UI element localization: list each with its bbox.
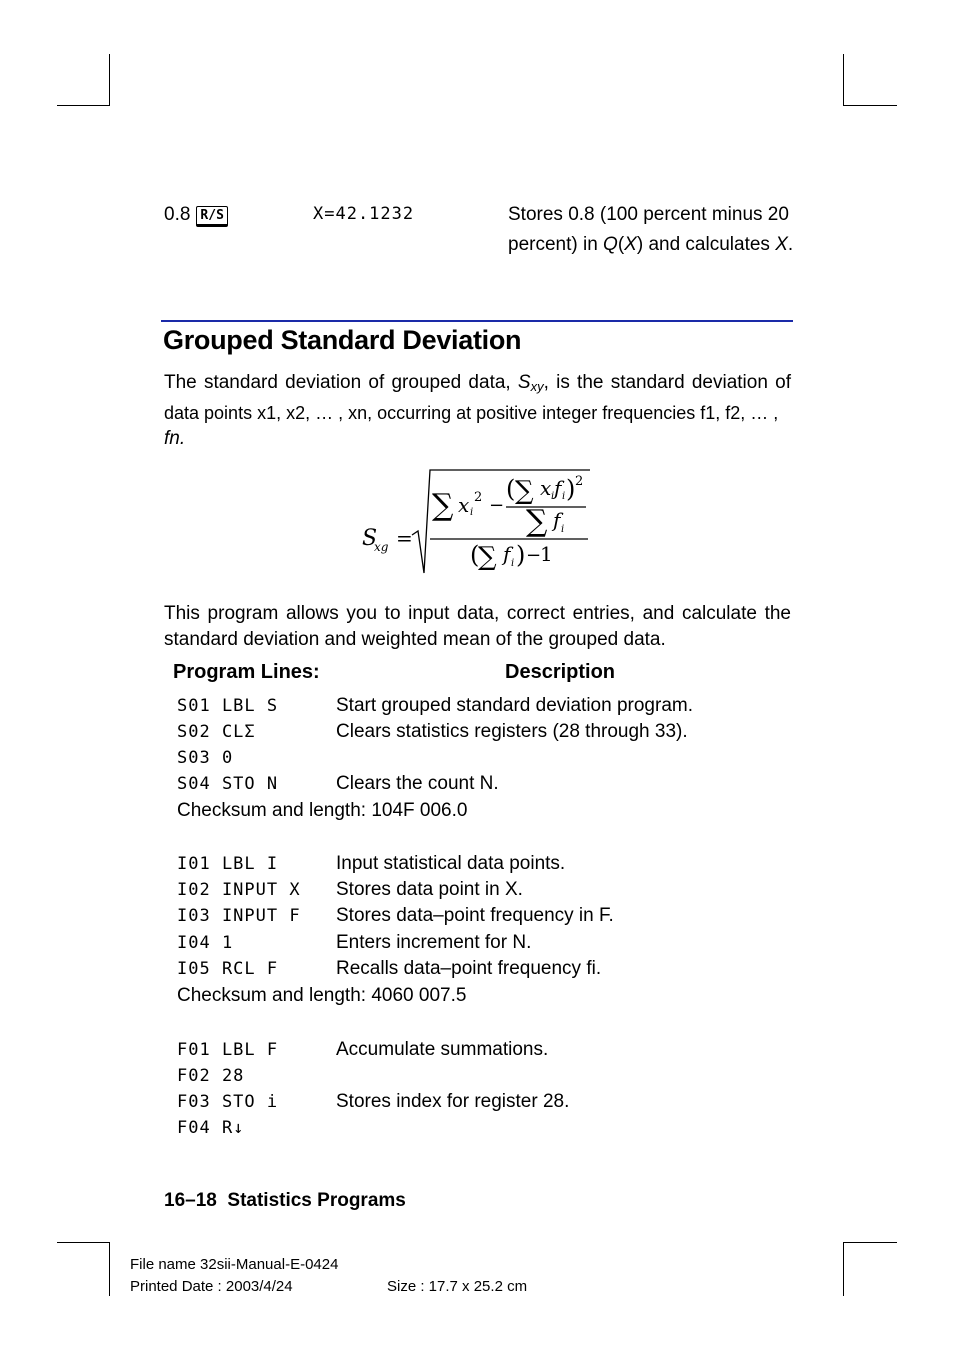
checksum-s: Checksum and length: 104F 006.0 (177, 800, 468, 821)
example-display: X=42.1232 (313, 204, 415, 224)
program-paragraph (164, 601, 791, 653)
formula-lhs-sub: xg (374, 540, 389, 554)
program-line-code: F04 R↓ (177, 1118, 245, 1138)
program-line-code: F02 28 (177, 1066, 245, 1086)
svg-text:i: i (511, 558, 515, 569)
file-info-size: Size : 17.7 x 25.2 cm (387, 1278, 528, 1295)
svg-text:∑: ∑ (526, 504, 548, 539)
crop-mark-bottom-right-v (843, 1242, 844, 1296)
svg-text:∑: ∑ (515, 476, 534, 506)
svg-text:(: ( (470, 541, 480, 569)
svg-text:f: f (503, 542, 511, 566)
program-line-desc: Enters increment for N. (336, 932, 532, 953)
program-line-code: I03 INPUT F (177, 906, 301, 926)
program-line-desc: Input statistical data points. (336, 853, 566, 874)
svg-text:): ) (516, 541, 526, 569)
intro-paragraph (164, 370, 791, 452)
program-line-desc: Stores index for register 28. (336, 1091, 570, 1112)
program-line-code: S03 0 (177, 748, 234, 768)
page-footer: 16–18 Statistics Programs (164, 1190, 406, 1211)
svg-text:−: − (489, 495, 505, 516)
svg-text:2: 2 (575, 474, 584, 489)
crop-mark-bottom-left-v (109, 1242, 110, 1296)
example-desc-line2: percent) in Q(X) and calculates X. (508, 234, 794, 255)
svg-text:2: 2 (474, 490, 483, 505)
svg-text:f: f (553, 508, 561, 532)
file-info-name: File name 32sii-Manual-E-0424 (130, 1256, 339, 1273)
example-description (508, 202, 808, 258)
svg-text:i: i (470, 507, 474, 518)
section-title: Grouped Standard Deviation (163, 325, 522, 355)
example-desc-line1: Stores 0.8 (100 percent minus 20 (508, 204, 789, 225)
program-line-code: I05 RCL F (177, 959, 279, 979)
formula-lhs: S (362, 526, 378, 551)
crop-mark-top-left-h (57, 105, 110, 106)
program-line-desc: Accumulate summations. (336, 1039, 549, 1060)
crop-mark-bottom-right-h (843, 1242, 897, 1243)
svg-text:−: − (526, 545, 542, 566)
section-rule (161, 320, 793, 322)
header-description: Description (505, 661, 616, 683)
crop-mark-top-right-h (843, 105, 897, 106)
intro-line-3: fn. (164, 428, 186, 449)
example-value: 0.8 (164, 204, 191, 225)
checksum-i: Checksum and length: 4060 007.5 (177, 985, 467, 1006)
crop-mark-top-left-v (109, 54, 110, 106)
rs-key-icon: R/S (196, 206, 227, 227)
program-line-desc: Stores data–point frequency in F. (336, 905, 614, 926)
program-line-code: F03 STO i (177, 1092, 279, 1112)
crop-mark-top-right-v (843, 54, 844, 106)
header-program-lines: Program Lines: (173, 661, 320, 683)
crop-mark-bottom-left-h (57, 1242, 110, 1243)
svg-text:f: f (554, 476, 562, 500)
svg-text:): ) (566, 475, 576, 503)
example-keys (164, 202, 228, 228)
svg-text:=: = (396, 526, 413, 550)
program-line-code: I01 LBL I (177, 854, 279, 874)
program-line-desc: Recalls data–point frequency fi. (336, 958, 602, 979)
program-line-code: I04 1 (177, 933, 234, 953)
program-line-desc: Clears the count N. (336, 773, 499, 794)
program-line-desc: Stores data point in X. (336, 879, 523, 900)
program-line-desc: Start grouped standard deviation program. (336, 695, 693, 716)
program-line-2: standard deviation and weighted mean of the grouped data. (164, 629, 666, 650)
program-line-code: I02 INPUT X (177, 880, 301, 900)
intro-line-1: The standard deviation of grouped data, $S_{xy}$, is the standard deviation of (164, 372, 791, 394)
svg-text:i: i (561, 524, 565, 535)
svg-text:x: x (540, 476, 552, 500)
std-dev-formula-graphic (360, 465, 600, 580)
svg-text:(: ( (506, 475, 516, 503)
intro-line-2: data points x1, x2, … , xn, occurring at positive integer frequencies f1, f2, … , (164, 403, 779, 423)
svg-text:∑: ∑ (478, 542, 497, 572)
svg-text:i: i (551, 491, 555, 502)
file-info-date: Printed Date : 2003/4/24 (130, 1278, 293, 1295)
program-line-code: S01 LBL S (177, 696, 279, 716)
program-line-desc: Clears statistics registers (28 through 33). (336, 721, 688, 742)
program-line-code: S02 CLΣ (177, 722, 256, 742)
program-line-1: This program allows you to input data, correct entries, and calculate the (164, 603, 791, 624)
svg-text:1: 1 (540, 542, 553, 566)
program-line-code: F01 LBL F (177, 1040, 279, 1060)
svg-text:x: x (458, 493, 470, 517)
formula (360, 465, 600, 580)
svg-text:i: i (562, 491, 566, 502)
svg-text:∑: ∑ (432, 488, 454, 523)
program-line-code: S04 STO N (177, 774, 279, 794)
